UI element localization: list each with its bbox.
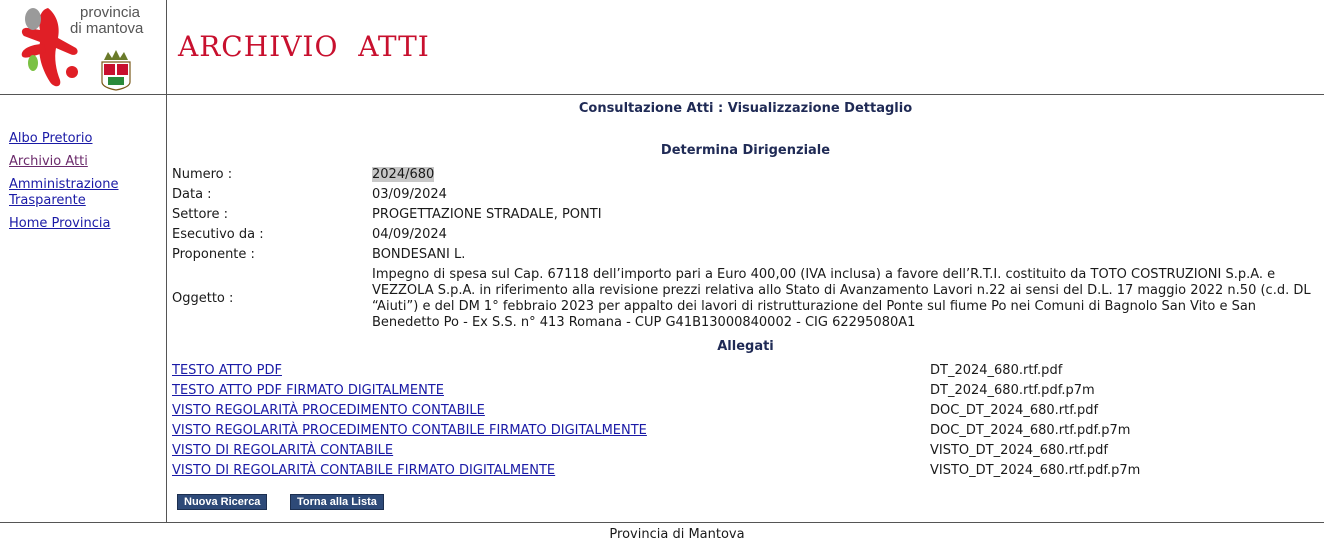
attachment-filename: DT_2024_680.rtf.pdf.p7m (930, 383, 1095, 398)
footer-text: Provincia di Mantova (609, 527, 745, 542)
proponente-label: Proponente : (172, 247, 255, 262)
numero-value: 2024/680 (372, 167, 435, 182)
sidebar-item-home-provincia[interactable]: Home Provincia (9, 216, 111, 231)
settore-label: Settore : (172, 207, 228, 222)
data-value: 03/09/2024 (372, 187, 447, 202)
sidebar-item-amministrazione-trasparente[interactable]: Amministrazione Trasparente (9, 177, 119, 208)
esecutivo-label: Esecutivo da : (172, 227, 264, 242)
torna-alla-lista-button[interactable]: Torna alla Lista (290, 494, 384, 510)
proponente-value: BONDESANI L. (372, 247, 466, 262)
logo-text-line2: di mantova (70, 20, 144, 37)
attachment-link[interactable]: VISTO REGOLARITÀ PROCEDIMENTO CONTABILE FIRMATO DIGITALMENTE (172, 423, 647, 438)
sidebar-item-archivio-atti[interactable]: Archivio Atti (9, 154, 88, 169)
attachment-link[interactable]: TESTO ATTO PDF (172, 363, 282, 378)
attachment-filename: DT_2024_680.rtf.pdf (930, 363, 1063, 378)
site-title: ARCHIVIO ATTI (178, 30, 430, 63)
footer (0, 522, 1324, 552)
oggetto-value: Impegno di spesa sul Cap. 67118 dell’importo pari a Euro 400,00 (IVA inclusa) a favore dell’R.T.I. costituito da TOTO COSTRUZIONI S.p.A. e VEZZOLA S.p.A. in riferimento alla revisione prezzi relativa allo Stato di Avanzamento Lavori n.22 ai sensi del D.L. 17 maggio 2022 n.50 (c.d. DL “Aiuti”) e del DM 1° febbraio 2023 per appalto dei lavori di ristrutturazione del Ponte sul fiume Po nei Comuni di Bagnolo San Vito e San Benedetto Po - Ex S.S. n° 413 Romana - CUP G41B13000840002 - CIG 62295080A1 (372, 267, 1311, 330)
attachment-filename: DOC_DT_2024_680.rtf.pdf (930, 403, 1099, 418)
esecutivo-value: 04/09/2024 (372, 227, 447, 242)
oggetto-label: Oggetto : (172, 291, 234, 306)
settore-value: PROGETTAZIONE STRADALE, PONTI (372, 207, 602, 222)
attachment-filename: DOC_DT_2024_680.rtf.pdf.p7m (930, 423, 1131, 438)
attachment-filename: VISTO_DT_2024_680.rtf.pdf.p7m (930, 463, 1141, 478)
sidebar (0, 95, 167, 522)
logo-area (0, 0, 167, 94)
numero-label: Numero : (172, 167, 233, 182)
allegati-heading: Allegati (717, 339, 774, 354)
sidebar-item-albo-pretorio[interactable]: Albo Pretorio (9, 131, 93, 146)
nuova-ricerca-button[interactable]: Nuova Ricerca (177, 494, 267, 510)
attachment-link[interactable]: VISTO DI REGOLARITÀ CONTABILE FIRMATO DIGITALMENTE (172, 463, 556, 478)
document-type-heading: Determina Dirigenziale (660, 143, 831, 158)
logo-text-line1: provincia (80, 4, 141, 21)
main-content (167, 95, 1324, 522)
header (0, 0, 1324, 95)
data-label: Data : (172, 187, 212, 202)
attachment-link[interactable]: VISTO DI REGOLARITÀ CONTABILE (172, 443, 394, 458)
attachment-link[interactable]: TESTO ATTO PDF FIRMATO DIGITALMENTE (172, 383, 444, 398)
attachment-link[interactable]: VISTO REGOLARITÀ PROCEDIMENTO CONTABILE (172, 403, 485, 418)
page-heading: Consultazione Atti : Visualizzazione Dettaglio (578, 101, 913, 116)
attachment-filename: VISTO_DT_2024_680.rtf.pdf (930, 443, 1108, 458)
